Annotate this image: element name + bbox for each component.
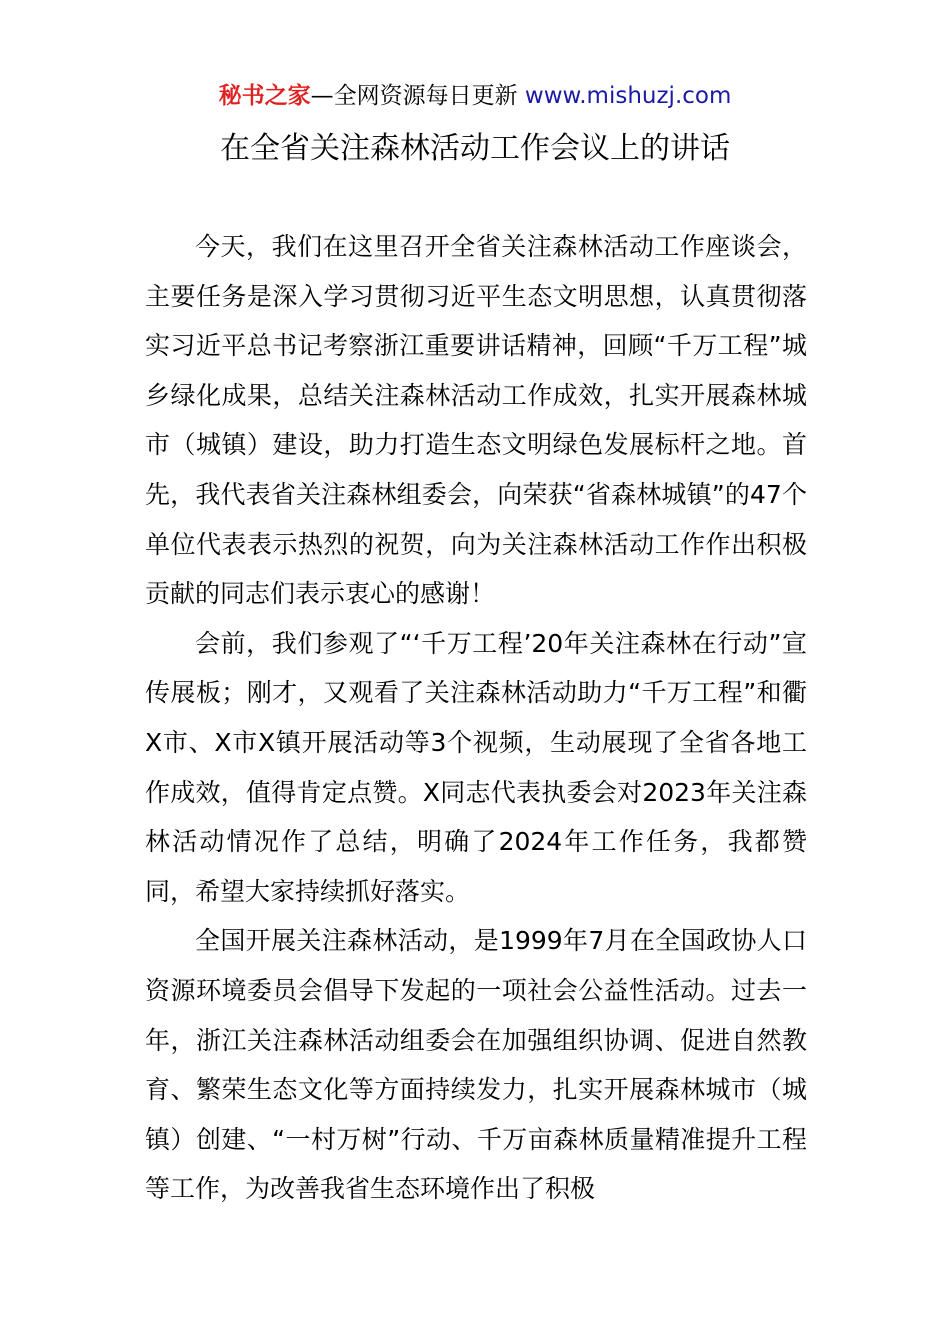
site-brand: 秘书之家 <box>218 83 311 109</box>
document-body <box>145 222 807 1214</box>
site-tagline: —全网资源每日更新 <box>310 83 525 109</box>
paragraph: 全国开展关注森林活动，是1999年7月在全国政协人口资源环境委员会倡导下发起的一项社会公益性活动。过去一年，浙江关注森林活动组委会在加强组织协调、促进自然教育、繁荣生态文化等方面持续发力，扎实开展森林城市（城镇）创建、“一村万树”行动、千万亩森林质量精准提升工程等工作，为改善我省生态环境作出了积极 <box>145 926 807 1204</box>
site-url-link[interactable]: www.mishuzj.com <box>524 83 732 109</box>
document-title: 在全省关注森林活动工作会议上的讲话 <box>220 131 730 166</box>
paragraph: 今天，我们在这里召开全省关注森林活动工作座谈会，主要任务是深入学习贯彻习近平生态文明思想，认真贯彻落实习近平总书记考察浙江重要讲话精神，回顾“千万工程”城乡绿化成果，总结关注森林活动工作成效，扎实开展森林城市（城镇）建设，助力打造生态文明绿色发展标杆之地。首先，我代表省关注森林组委会，向荣获“省森林城镇”的47个单位代表表示热烈的祝贺，向为关注森林活动工作作出积极贡献的同志们表示衷心的感谢！ <box>145 232 807 609</box>
site-header <box>0 80 950 112</box>
paragraph: 会前，我们参观了“‘千万工程’20年关注森林在行动”宣传展板；刚才，又观看了关注森林活动助力“千万工程”和衢X市、X市X镇开展活动等3个视频，生动展现了全省各地工作成效，值得肯定点赞。X同志代表执委会对2023年关注森林活动情况作了总结，明确了2024年工作任务，我都赞同，希望大家持续抓好落实。 <box>145 628 807 906</box>
